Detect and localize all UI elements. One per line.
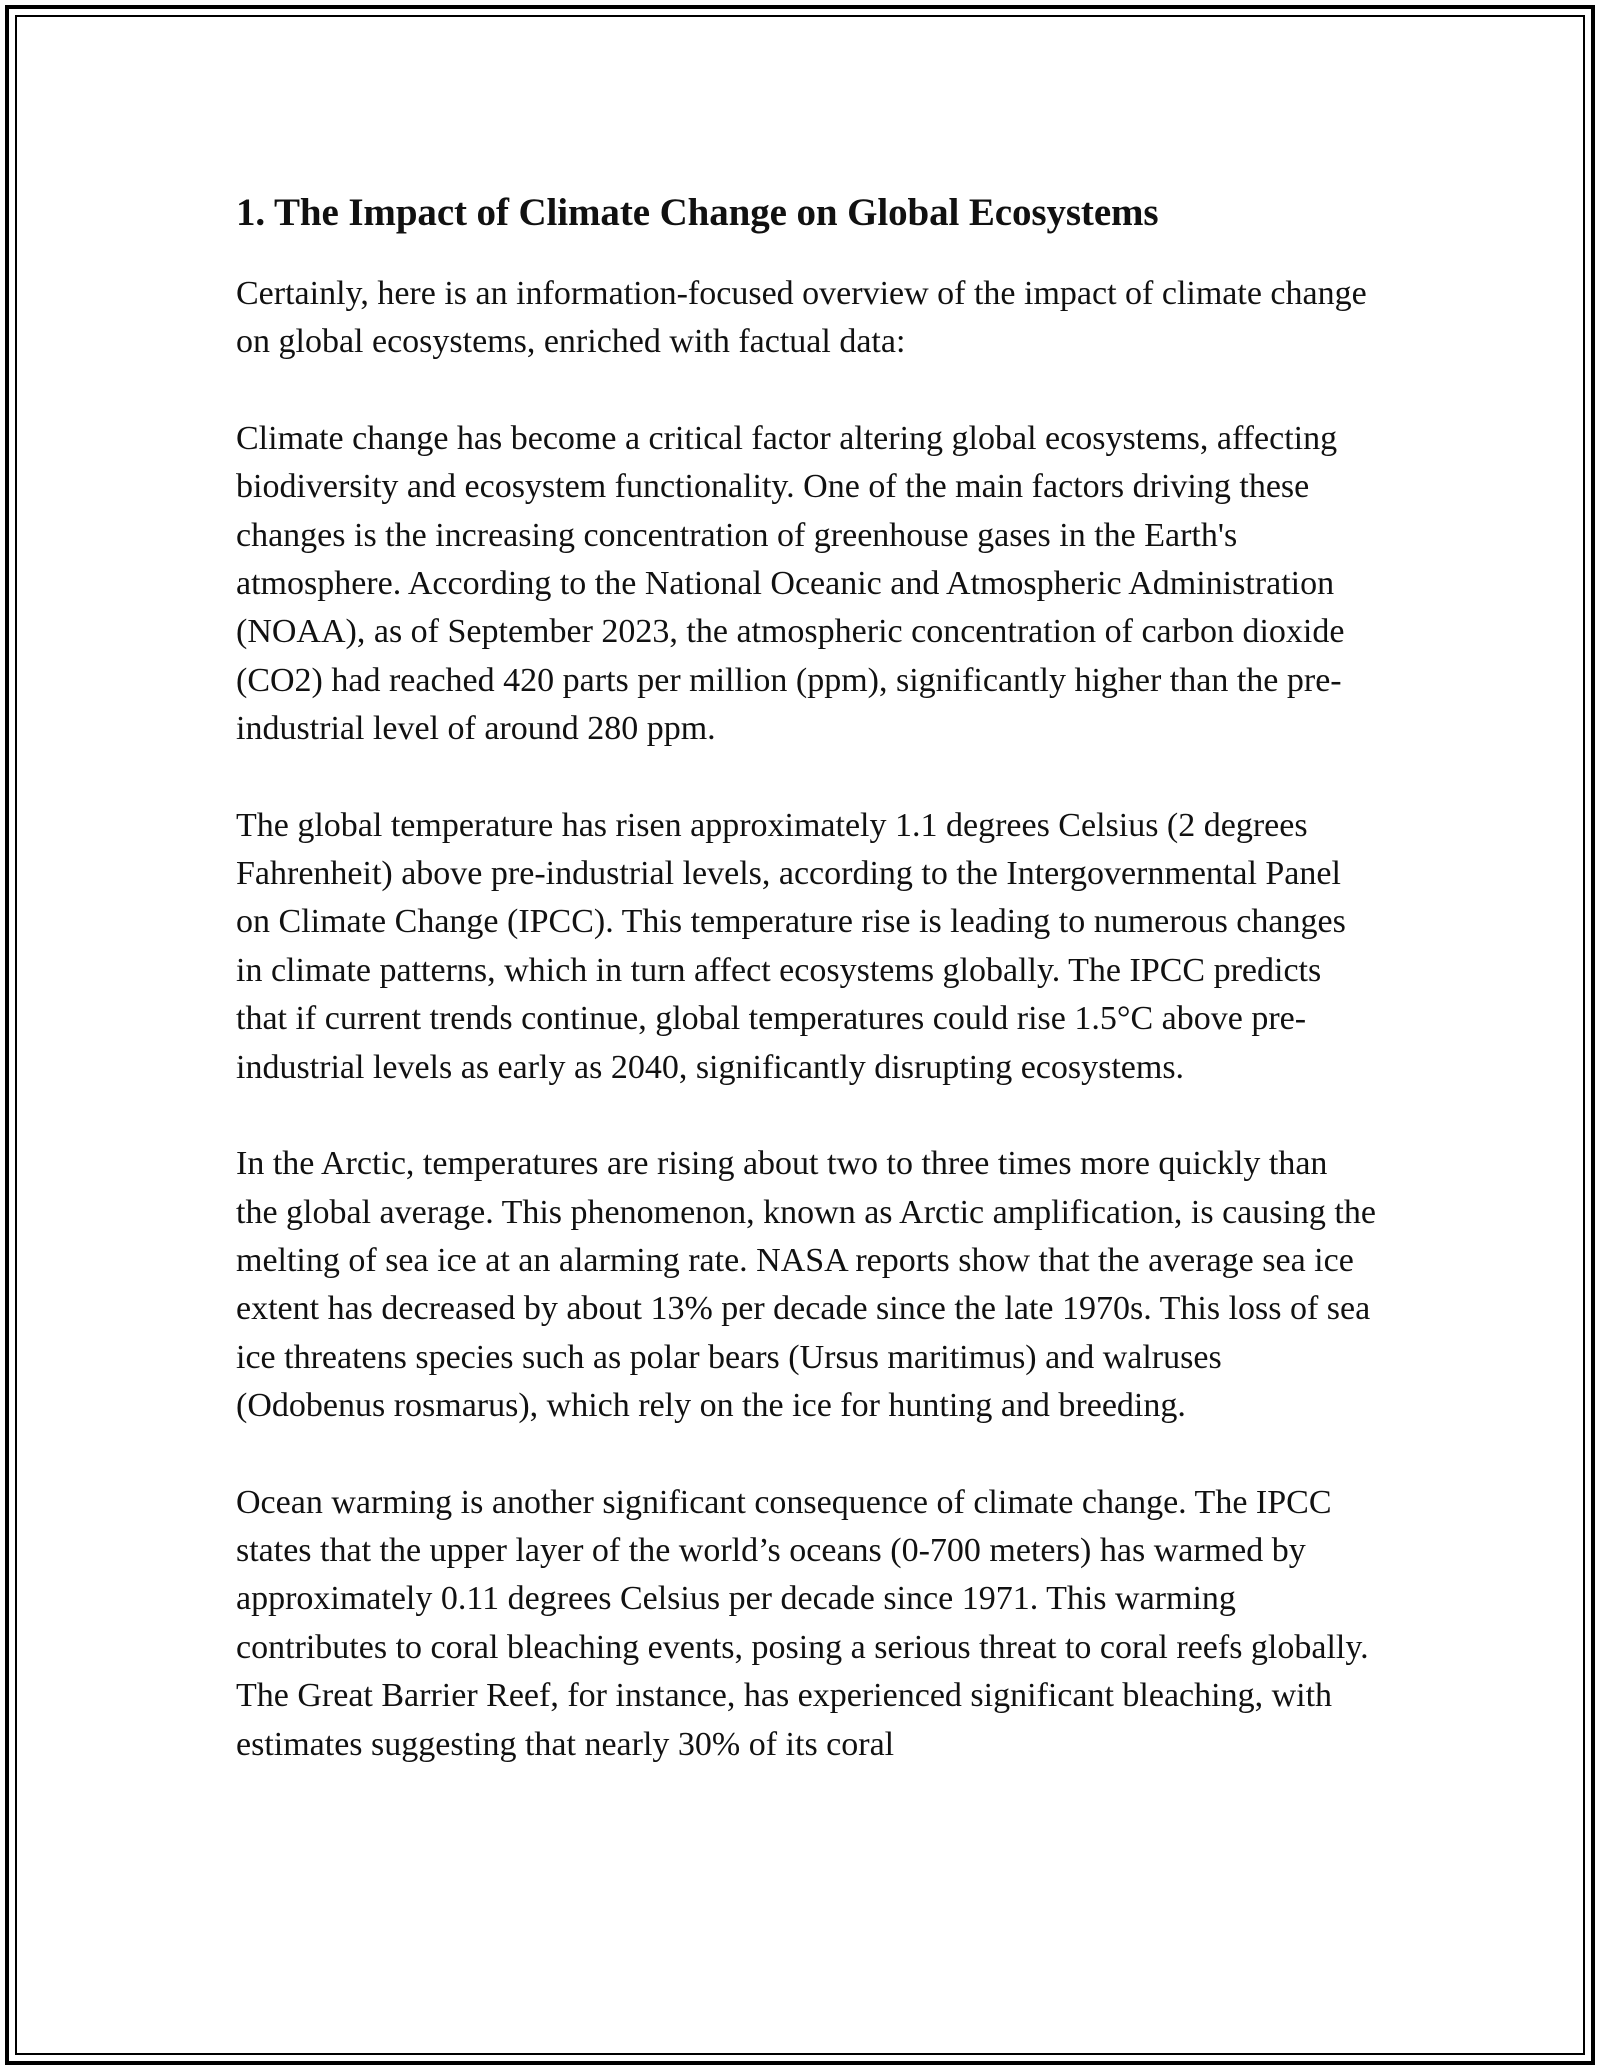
paragraph-arctic: In the Arctic, temperatures are rising about two to three times more quickly than the global average. This phenomenon, known as Arctic amplification, is causing the melting of sea ice at an alarming rate. NASA reports show that the average sea ice extent has decreased by about 13% per decade since the late 1970s. This loss of sea ice threatens species such as polar bears (Ursus maritimus) and walruses (Odobenus rosmarus), which rely on the ice for hunting and breeding.: [236, 1145, 1376, 1425]
paragraph-greenhouse-gases: Climate change has become a critical factor altering global ecosystems, affecting biodiversity and ecosystem functionality. One of the main factors driving these changes is the increasing concentration of greenhouse gases in the Earth's atmosphere. According to the National Oceanic and Atmospheric Administration (NOAA), as of September 2023, the atmospheric concentration of carbon dioxide (CO2) had reached 420 parts per million (ppm), significantly higher than the pre-industrial level of around 280 ppm.: [236, 419, 1345, 748]
document-body: [236, 188, 1376, 1817]
document-title: 1. The Impact of Climate Change on Global Ecosystems: [236, 191, 1159, 234]
paragraph-ocean-warming: Ocean warming is another significant consequence of climate change. The IPCC states that the upper layer of the world’s oceans (0-700 meters) has warmed by approximately 0.11 degrees Celsius per decade since 1971. This warming contributes to coral bleaching events, posing a serious threat to coral reefs globally. The Great Barrier Reef, for instance, has experienced significant bleaching, with estimates suggesting that nearly 30% of its coral: [236, 1483, 1369, 1763]
paragraph-intro: Certainly, here is an information-focused overview of the impact of climate change on global ecosystems, enriched with factual data:: [236, 275, 1367, 361]
paragraph-global-temperature: The global temperature has risen approximately 1.1 degrees Celsius (2 degrees Fahrenheit) above pre-industrial levels, according to the Intergovernmental Panel on Climate Change (IPCC). This temperature rise is leading to numerous changes in climate patterns, which in turn affect ecosystems globally. The IPCC predicts that if current trends continue, global temperatures could rise 1.5°C above pre-industrial levels as early as 2040, significantly disrupting ecosystems.: [236, 806, 1346, 1086]
